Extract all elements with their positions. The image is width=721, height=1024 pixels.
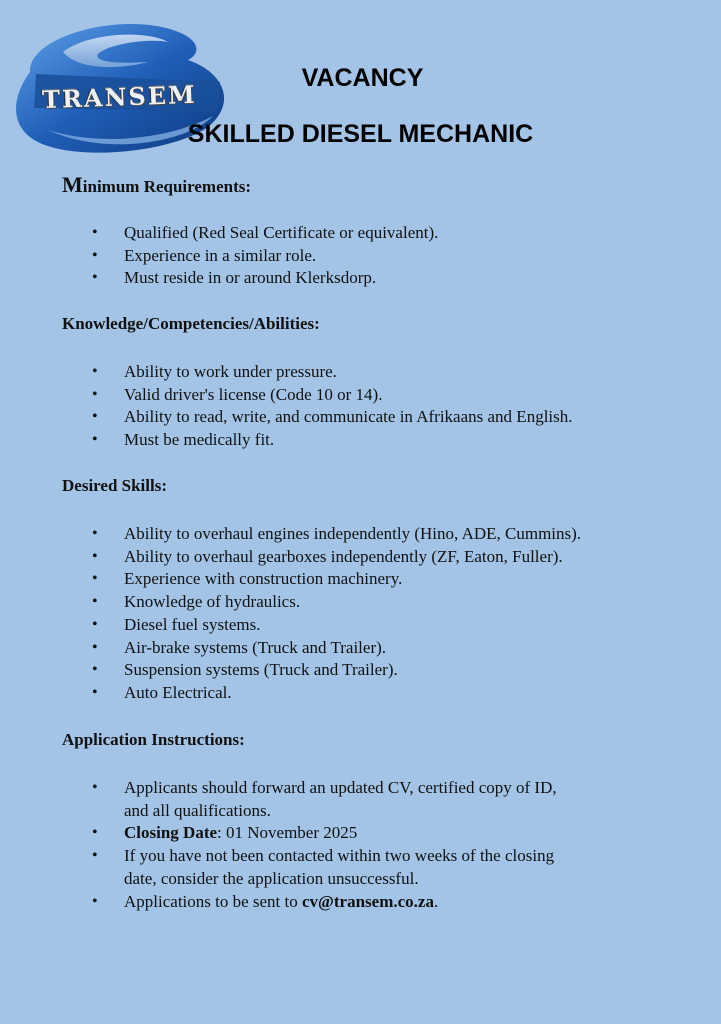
application-instructions-list (62, 777, 682, 913)
heading-rest: inimum Requirements: (82, 177, 252, 196)
list-item: • Ability to overhaul engines independently (Hino, ADE, Cummins). (62, 523, 682, 546)
list-item: • Air-brake systems (Truck and Trailer). (62, 637, 682, 660)
list-item: • Diesel fuel systems. (62, 614, 682, 637)
line: If you have not been contacted within two weeks of the closing (124, 846, 555, 866)
list-item: • Ability to overhaul gearboxes independently (ZF, Eaton, Fuller). (62, 546, 682, 569)
heading-initial: M (62, 172, 83, 197)
list-item: • Valid driver's license (Code 10 or 14). (62, 384, 682, 407)
application-instructions-heading: Application Instructions: (62, 730, 245, 749)
logo-wordmark: TRANSEM (41, 79, 198, 115)
desired-skills-list (62, 523, 682, 705)
list-item: • Ability to read, write, and communicate in Afrikaans and English. (62, 406, 682, 429)
list-item-email (62, 891, 682, 914)
desired-skills-heading: Desired Skills: (62, 476, 168, 495)
list-item: • Qualified (Red Seal Certificate or equivalent). (62, 222, 682, 245)
list-item: • Experience with construction machinery. (62, 568, 682, 591)
closing-date-label: Closing Date (124, 823, 218, 843)
list-item: • Auto Electrical. (62, 682, 682, 705)
list-item: • Knowledge of hydraulics. (62, 591, 682, 614)
email-prefix: Applications to be sent to (124, 891, 303, 911)
list-item-documents (62, 777, 682, 822)
email-address: cv@transem.co.za (302, 891, 434, 911)
vacancy-heading: VACANCY (301, 64, 424, 92)
list-item: • Experience in a similar role. (62, 245, 682, 268)
line: and all qualifications. (124, 800, 271, 820)
email-suffix: . (433, 891, 439, 911)
list-item: • Ability to work under pressure. (62, 361, 682, 384)
job-title-heading: SKILLED DIESEL MECHANIC (187, 120, 534, 148)
closing-date-value: : 01 November 2025 (217, 823, 358, 843)
list-item: • Must reside in or around Klerksdorp. (62, 267, 682, 290)
line: Applicants should forward an updated CV, certified copy of ID, (124, 778, 557, 797)
minimum-requirements-list (62, 222, 682, 290)
knowledge-list (62, 361, 682, 452)
line: date, consider the application unsuccessful. (124, 868, 419, 888)
minimum-requirements-heading (62, 172, 251, 198)
list-item: • Must be medically fit. (62, 429, 682, 452)
list-item-closing-date (62, 822, 682, 845)
knowledge-heading: Knowledge/Competencies/Abilities: (62, 314, 320, 333)
list-item: • Suspension systems (Truck and Trailer). (62, 659, 682, 682)
list-item-unsuccessful (62, 845, 682, 890)
